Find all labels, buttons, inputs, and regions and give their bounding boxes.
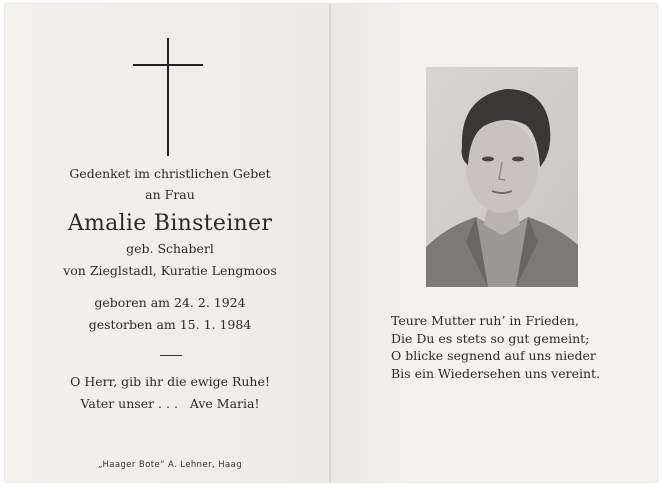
portrait-photo (426, 67, 578, 287)
printer-credit: „Haager Bote“ A. Lehner, Haag (97, 460, 243, 470)
left-panel (5, 4, 329, 482)
right-panel (331, 4, 657, 482)
salutation: an Frau (145, 187, 195, 202)
birth-date: geboren am 24. 2. 1924 (94, 295, 246, 310)
verse-line: Teure Mutter ruh’ in Frieden, (391, 313, 579, 328)
maiden-name: geb. Schaberl (126, 241, 214, 256)
origin-line: von Zieglstadl, Kuratie Lengmoos (63, 263, 277, 278)
verse-line: O blicke segnend auf uns nieder (391, 348, 596, 363)
intro-line: Gedenket im christlichen Gebet (69, 166, 271, 181)
death-date: gestorben am 15. 1. 1984 (88, 317, 252, 332)
deceased-name: Amalie Binsteiner (67, 211, 273, 236)
prayer-line: O Herr, gib ihr die ewige Ruhe! (70, 374, 270, 389)
verse-line: Bis ein Wiedersehen uns vereint. (391, 365, 601, 381)
memorial-card (5, 4, 657, 482)
verse-line: Die Du es stets so gut gemeint; (391, 330, 590, 346)
prayer-line: Vater unser . . . Ave Maria! (80, 396, 260, 411)
divider (160, 355, 182, 356)
cross-icon (133, 38, 203, 156)
